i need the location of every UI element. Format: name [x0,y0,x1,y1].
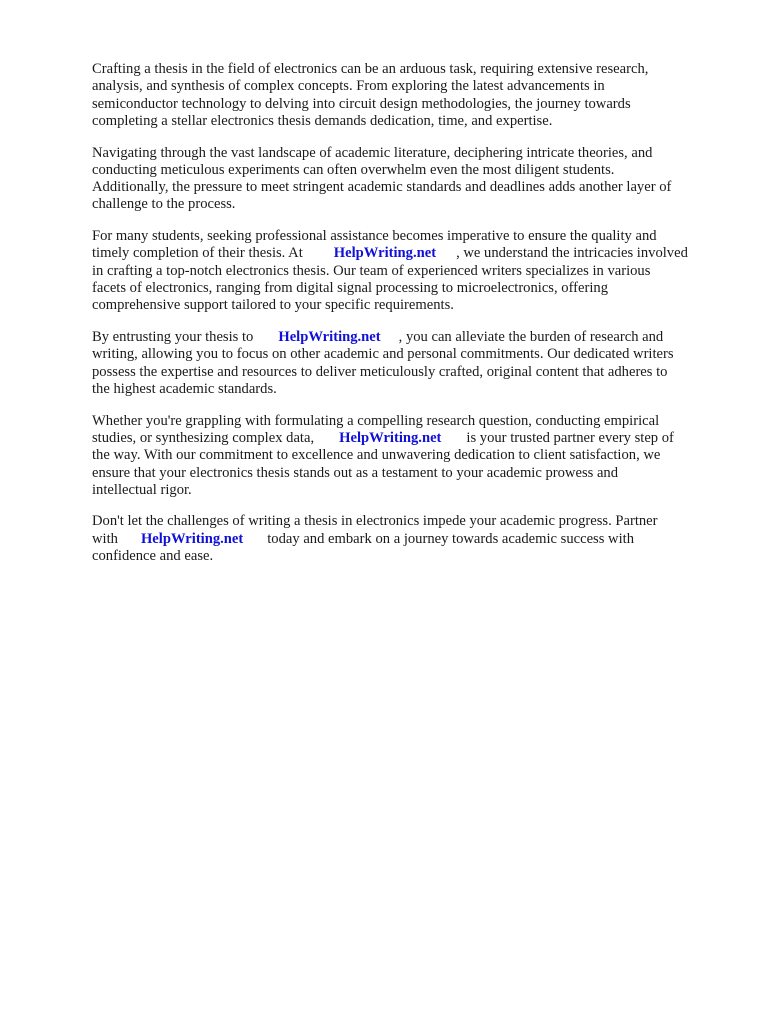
helpwriting-link[interactable]: HelpWriting.net [140,530,244,547]
text-line: For many students, seeking professional assistance becomes imperative to ensure the quality and [92,228,657,245]
text-before-link: with [92,530,118,547]
text-line: intellectual rigor. [92,481,192,498]
paragraph-entrusting [92,329,722,398]
text-line: Crafting a thesis in the field of electronics can be an arduous task, requiring extensive research, [92,61,649,77]
text-before-link: timely completion of their thesis. At [92,245,303,262]
text-before-link: studies, or synthesizing complex data, [92,429,315,446]
text-line: analysis, and synthesis of complex concepts. From exploring the latest advancements in [92,78,605,95]
text-line: completing a stellar electronics thesis demands dedication, time, and expertise. [92,112,553,129]
paragraph-closing [92,513,722,565]
text-line: Don't let the challenges of writing a thesis in electronics impede your academic progress. Partner [92,513,658,530]
text-after-link: is your trusted partner every step of [466,429,674,446]
text-line: ensure that your electronics thesis stands out as a testament to your academic prowess and [92,464,619,481]
text-after-link: today and embark on a journey towards academic success with [267,530,634,547]
text-line: comprehensive support tailored to your specific requirements. [92,297,454,314]
text-line: Whether you're grappling with formulating a compelling research question, conducting empirical [92,412,660,429]
text-line: Additionally, the pressure to meet stringent academic standards and deadlines adds another layer of [92,179,672,196]
text-line: writing, allowing you to focus on other academic and personal commitments. Our dedicated writers [92,346,674,363]
text-line: challenge to the process. [92,196,236,213]
helpwriting-link[interactable]: HelpWriting.net [333,245,437,262]
text-line-with-link [92,531,722,548]
text-line: semiconductor technology to delving into circuit design methodologies, the journey towards [92,95,631,112]
text-line: the highest academic standards. [92,380,277,397]
text-line: facets of electronics, ranging from digital signal processing to microelectronics, offering [92,280,609,297]
text-line-with-link [92,430,722,447]
text-line: possess the expertise and resources to deliver meticulously crafted, original content that adheres to [92,363,668,380]
text-after-link: , we understand the intricacies involved [456,245,688,262]
text-line: the way. With our commitment to excellence and unwavering dedication to client satisfaction, we [92,447,661,464]
paragraph-intro [92,61,722,130]
paragraph-assistance [92,228,722,314]
text-line: confidence and ease. [92,548,214,565]
text-before-link: By entrusting your thesis to [92,329,254,346]
text-line: Navigating through the vast landscape of academic literature, deciphering intricate theories, and [92,144,653,161]
text-line-with-link [92,329,722,346]
document-body [92,61,722,580]
text-line-with-link [92,245,722,262]
paragraph-partner [92,413,722,499]
paragraph-challenges [92,145,722,214]
helpwriting-link[interactable]: HelpWriting.net [278,329,381,346]
text-line: in crafting a top-notch electronics thesis. Our team of experienced writers specializes in various [92,262,651,279]
text-after-link: , you can alleviate the burden of research and [398,329,664,346]
text-line: conducting meticulous experiments can often overwhelm even the most diligent students. [92,161,615,178]
helpwriting-link[interactable]: HelpWriting.net [339,429,442,446]
